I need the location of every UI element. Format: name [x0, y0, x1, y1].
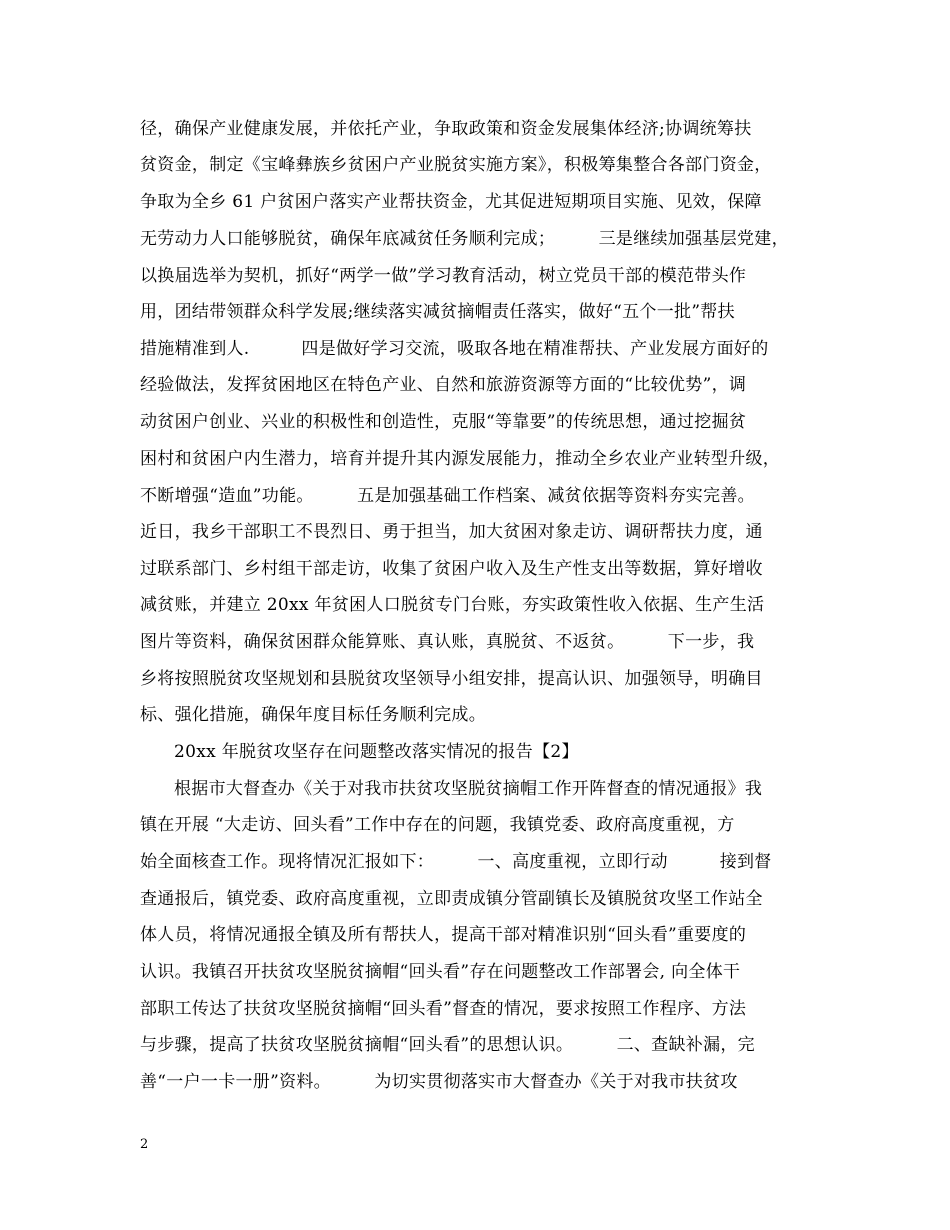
text-line: 体人员，将情况通报全镇及所有帮扶人，提高干部对精准识别“回头看”重要度的 [140, 925, 747, 945]
text-line: 困村和贫困户内生潜力，培育并提升其内源发展能力，推动全乡农业产业转型升级， [140, 449, 781, 469]
page-number: 2 [140, 1137, 149, 1152]
text-line: 查通报后，镇党委、政府高度重视，立即责成镇分管副镇长及镇脱贫攻坚工作站全 [140, 889, 763, 909]
text-line: 用，团结带领群众科学发展;继续落实减贫摘帽责任落实，做好“五个一批”帮扶 [140, 302, 735, 322]
text-line: 部职工传达了扶贫攻坚脱贫摘帽“回头看”督查的情况，要求按照工作程序、方法 [140, 999, 747, 1019]
text-line: 图片等资料，确保贫困群众能算账、真认账，真脱贫、不返贫。 下一步，我 [140, 632, 755, 652]
text-line: 不断增强“造血”功能。 五是加强基础工作档案、减贫依据等资料夯实完善。 [140, 486, 755, 506]
text-line: 措施精准到人. 四是做好学习交流，吸取各地在精准帮扶、产业发展方面好的 [140, 339, 769, 359]
text-line: 以换届选举为契机，抓好“两学一做”学习教育活动，树立党员干部的模范带头作 [140, 266, 747, 286]
text-line: 与步骤，提高了扶贫攻坚脱贫摘帽“回头看”的思想认识。 二、查缺补漏，完 [140, 1035, 755, 1055]
text-line: 动贫困户创业、兴业的积极性和创造性，克服“等靠要”的传统思想，通过挖掘贫 [140, 412, 747, 432]
text-line: 镇在开展 “大走访、回头看”工作中存在的问题，我镇党委、政府高度重视，方 [140, 815, 735, 835]
text-line: 无劳动力人口能够脱贫，确保年底减贫任务顺利完成； 三是继续加强基层党建， [140, 229, 789, 249]
text-line: 减贫账，并建立 20xx 年贫困人口脱贫专门台账，夯实政策性收入依据、生产生活 [140, 595, 765, 615]
text-line: 争取为全乡 61 户贫困户落实产业帮扶资金，尤其促进短期项目实施、见效，保障 [140, 192, 762, 212]
text-line: 善“一户一卡一册”资料。 为切实贯彻落实市大督查办《关于对我市扶贫攻 [140, 1072, 738, 1092]
text-line: 过联系部门、乡村组干部走访，收集了贫困户收入及生产性支出等数据，算好增收 [140, 559, 763, 579]
text-line: 贫资金，制定《宝峰彝族乡贫困户产业脱贫实施方案》，积极筹集整合各部门资金， [140, 155, 772, 175]
text-line: 认识。我镇召开扶贫攻坚脱贫摘帽“回头看”存在问题整改工作部署会, 向全体干 [140, 962, 741, 982]
text-line: 根据市大督查办《关于对我市扶贫攻坚脱贫摘帽工作开阵督查的情况通报》我 [174, 779, 763, 799]
text-line: 始全面核查工作。现将情况汇报如下： 一、高度重视，立即行动 接到督 [140, 852, 772, 872]
section-heading: 20xx 年脱贫攻坚存在问题整改落实情况的报告【2】 [174, 742, 579, 762]
text-line: 标、强化措施，确保年度目标任务顺利完成。 [140, 705, 486, 725]
text-line: 近日，我乡干部职工不畏烈日、勇于担当，加大贫困对象走访、调研帮扶力度，通 [140, 522, 763, 542]
text-line: 乡将按照脱贫攻坚规划和县脱贫攻坚领导小组安排，提高认识、加强领导，明确目 [140, 669, 763, 689]
text-line: 径，确保产业健康发展，并依托产业，争取政策和资金发展集体经济;协调统筹扶 [140, 119, 752, 139]
text-line: 经验做法，发挥贫困地区在特色产业、自然和旅游资源等方面的“比较优势”，调 [140, 375, 747, 395]
